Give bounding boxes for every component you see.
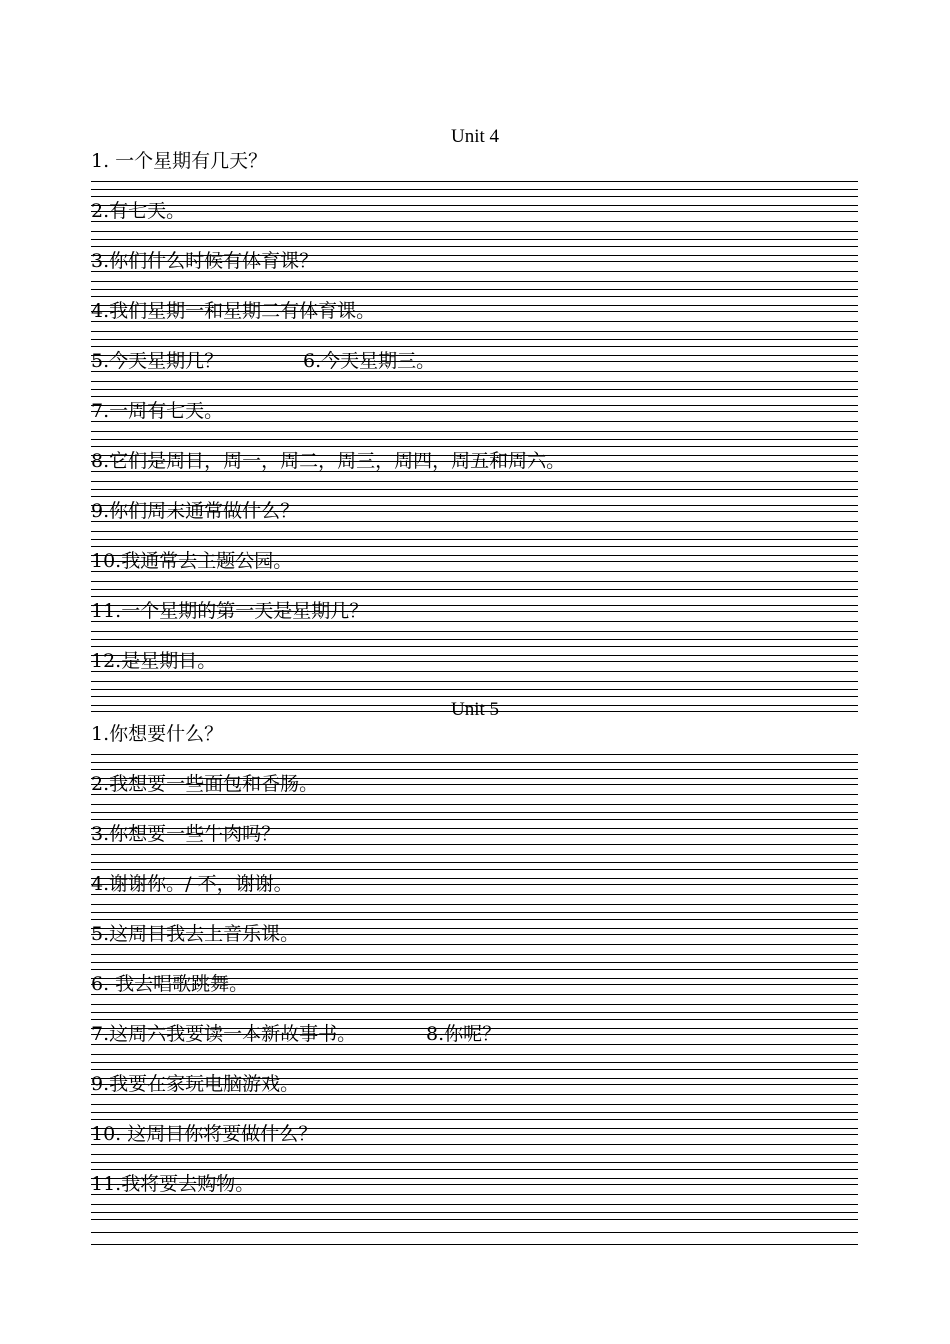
writing-line [91, 1094, 858, 1095]
unit-5-title: Unit 5 [450, 699, 500, 720]
writing-line [91, 696, 858, 697]
writing-line [91, 1184, 858, 1185]
writing-line [91, 1178, 858, 1179]
writing-line [91, 919, 858, 920]
writing-line [91, 1028, 858, 1029]
writing-line [91, 762, 858, 763]
writing-line [91, 1162, 858, 1163]
writing-line [91, 655, 858, 656]
writing-line [91, 321, 858, 322]
writing-line [91, 189, 858, 190]
writing-line [91, 239, 858, 240]
writing-line [91, 969, 858, 970]
unit-5-sentence-11: 11.我将要去购物。 [91, 1173, 255, 1195]
unit-5-sentence-5: 5.这周日我去上音乐课。 [91, 923, 300, 945]
writing-line [91, 455, 858, 456]
writing-line [91, 446, 858, 447]
writing-line [91, 671, 858, 672]
writing-line [91, 539, 858, 540]
writing-line [91, 1084, 858, 1085]
writing-line [91, 255, 858, 256]
writing-line [91, 496, 858, 497]
writing-line [91, 854, 858, 855]
writing-line [91, 1044, 858, 1045]
writing-line [91, 205, 858, 206]
writing-line [91, 711, 858, 712]
unit-4-sentence-11: 11.一个星期的第一天是星期几？ [91, 600, 369, 622]
writing-line [91, 894, 858, 895]
writing-line [91, 471, 858, 472]
writing-line [91, 689, 858, 690]
writing-line [91, 411, 858, 412]
writing-line [91, 281, 858, 282]
writing-line [91, 944, 858, 945]
writing-line [91, 869, 858, 870]
writing-line [91, 661, 858, 662]
writing-line [91, 531, 858, 532]
writing-line [91, 1112, 858, 1113]
unit-4-sentence-9: 9.你们周末通常做什么？ [91, 500, 300, 522]
writing-line [91, 196, 858, 197]
unit-4-sentence-6: 6.今天星期三。 [303, 350, 436, 372]
writing-line [91, 231, 858, 232]
unit-4-sentence-12: 12.是星期日。 [91, 650, 217, 672]
writing-line [91, 844, 858, 845]
writing-line [91, 461, 858, 462]
unit-5-sentence-1: 1.你想要什么？ [91, 723, 224, 745]
unit-5-sentence-2: 2.我想要一些面包和香肠。 [91, 773, 319, 795]
unit-5-sentence-4: 4.谢谢你。/ 不，谢谢。 [91, 873, 293, 895]
writing-line [91, 778, 858, 779]
unit-4-sentence-10: 10.我通常去主题公园。 [91, 550, 293, 572]
writing-line [91, 331, 858, 332]
writing-line [91, 561, 858, 562]
writing-line [91, 962, 858, 963]
writing-line [91, 596, 858, 597]
writing-line [91, 181, 858, 182]
unit-4-sentence-1: 1. 一个星期有几天？ [91, 150, 268, 172]
writing-line [91, 605, 858, 606]
unit-5-sentence-3: 3.你想要一些牛肉吗？ [91, 823, 281, 845]
writing-line [91, 1034, 858, 1035]
writing-line [91, 1019, 858, 1020]
writing-line [91, 589, 858, 590]
writing-line [91, 705, 858, 706]
unit-5-sentence-8: 8.你呢？ [426, 1023, 502, 1045]
writing-line [91, 396, 858, 397]
writing-line [91, 1144, 858, 1145]
writing-line [91, 1194, 858, 1195]
unit-5-sentence-6: 6. 我去唱歌跳舞。 [91, 973, 249, 995]
writing-line [91, 812, 858, 813]
unit-4-sentence-2: 2.有七天。 [91, 200, 186, 222]
writing-line [91, 1212, 858, 1213]
writing-line [91, 261, 858, 262]
writing-line [91, 221, 858, 222]
writing-line [91, 904, 858, 905]
writing-line [91, 769, 858, 770]
writing-line [91, 339, 858, 340]
writing-line [91, 1154, 858, 1155]
writing-line [91, 681, 858, 682]
writing-line [91, 1232, 858, 1233]
writing-line [91, 1169, 858, 1170]
writing-line [91, 481, 858, 482]
writing-line [91, 878, 858, 879]
writing-line [91, 581, 858, 582]
writing-line [91, 954, 858, 955]
writing-line [91, 912, 858, 913]
writing-line [91, 1219, 858, 1220]
writing-line [91, 289, 858, 290]
writing-line [91, 794, 858, 795]
writing-line [91, 1012, 858, 1013]
unit-4-sentence-8: 8.它们是周日，周一，周二，周三，周四，周五和周六。 [91, 450, 566, 472]
writing-line [91, 1078, 858, 1079]
writing-line [91, 511, 858, 512]
writing-line [91, 819, 858, 820]
writing-line [91, 421, 858, 422]
writing-line [91, 828, 858, 829]
unit-4-sentence-3: 3.你们什么时候有体育课？ [91, 250, 319, 272]
unit-4-sentence-5: 5.今天星期几？ [91, 350, 224, 372]
writing-line [91, 505, 858, 506]
writing-line [91, 271, 858, 272]
writing-line [91, 296, 858, 297]
writing-line [91, 1134, 858, 1135]
writing-line [91, 978, 858, 979]
writing-line [91, 521, 858, 522]
writing-line [91, 862, 858, 863]
writing-line [91, 346, 858, 347]
writing-line [91, 311, 858, 312]
unit-5-sentence-7: 7.这周六我要读一本新故事书。 [91, 1023, 357, 1045]
writing-line [91, 621, 858, 622]
writing-line [91, 1244, 858, 1245]
writing-line [91, 984, 858, 985]
writing-line [91, 646, 858, 647]
writing-line [91, 754, 858, 755]
writing-line [91, 361, 858, 362]
writing-line [91, 934, 858, 935]
writing-line [91, 371, 858, 372]
writing-line [91, 389, 858, 390]
writing-line [91, 1204, 858, 1205]
writing-line [91, 439, 858, 440]
writing-line [91, 631, 858, 632]
writing-line [91, 804, 858, 805]
writing-line [91, 1128, 858, 1129]
unit-4-sentence-4: 4.我们星期一和星期二有体育课。 [91, 300, 376, 322]
writing-line [91, 1004, 858, 1005]
writing-line [91, 611, 858, 612]
writing-line [91, 1119, 858, 1120]
writing-line [91, 1069, 858, 1070]
writing-line [91, 1104, 858, 1105]
writing-line [91, 571, 858, 572]
writing-line [91, 246, 858, 247]
writing-line [91, 639, 858, 640]
writing-line [91, 305, 858, 306]
writing-line [91, 1062, 858, 1063]
writing-line [91, 1054, 858, 1055]
writing-line [91, 405, 858, 406]
unit-4-title: Unit 4 [450, 126, 500, 147]
writing-line [91, 834, 858, 835]
unit-4-sentence-7: 7.一周有七天。 [91, 400, 224, 422]
writing-line [91, 928, 858, 929]
writing-line [91, 489, 858, 490]
writing-line [91, 555, 858, 556]
writing-line [91, 994, 858, 995]
writing-line [91, 355, 858, 356]
writing-line [91, 546, 858, 547]
writing-line [91, 884, 858, 885]
writing-line [91, 211, 858, 212]
unit-5-sentence-10: 10. 这周日你将要做什么？ [91, 1123, 318, 1145]
unit-5-sentence-9: 9.我要在家玩电脑游戏。 [91, 1073, 300, 1095]
writing-line [91, 431, 858, 432]
writing-line [91, 381, 858, 382]
writing-line [91, 784, 858, 785]
